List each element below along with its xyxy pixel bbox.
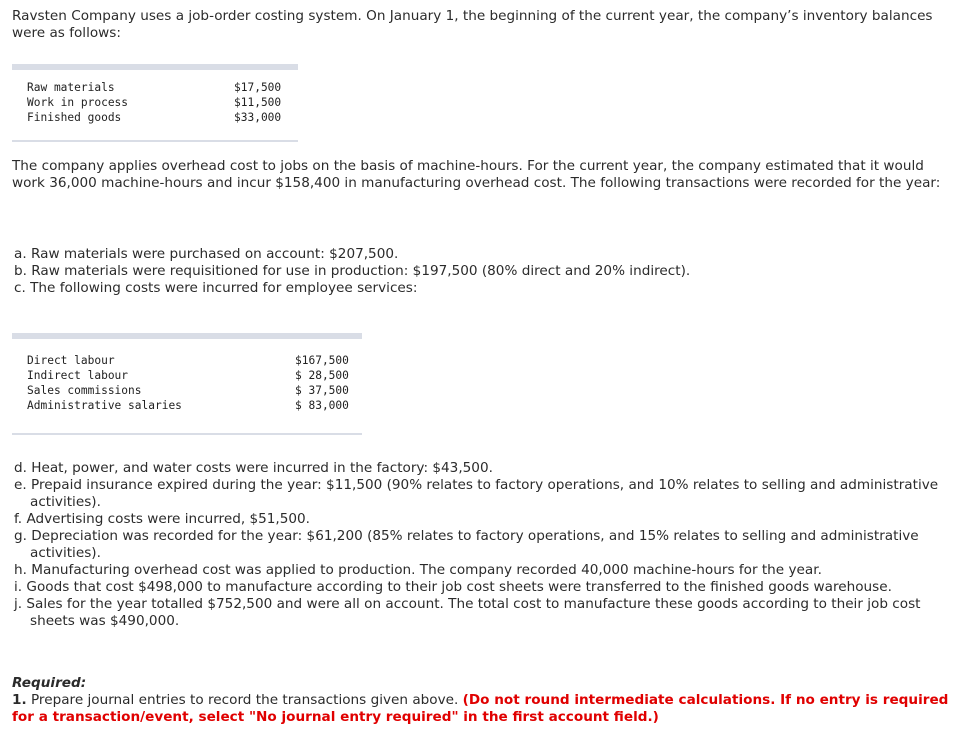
required-section [12,675,950,726]
transactions-list-d-j [14,460,950,630]
intro-paragraph: Ravsten Company uses a job-order costing system. On January 1, the beginning of the current year, the company’s inventory balances were as follows: [12,8,933,41]
list-item: j. Sales for the year totalled $752,500 and were all on account. The total cost to manufacture these goods according to their job cost sheets was $490,000. [14,596,921,629]
row-label: Direct labour [27,354,115,367]
table-row [12,95,298,110]
row-value: $ 28,500 [295,369,349,382]
inventory-balances-table [12,64,298,142]
table-row [12,80,298,95]
list-item: b. Raw materials were requisitioned for use in production: $197,500 (80% direct and 20% indirect). [14,263,691,279]
list-item: e. Prepaid insurance expired during the year: $11,500 (90% relates to factory operations, and 10% relates to selling and administrative activities). [14,477,939,510]
required-item-text: Prepare journal entries to record the transactions given above. [30,692,459,708]
list-item: h. Manufacturing overhead cost was applied to production. The company recorded 40,000 machine-hours for the year. [14,562,822,578]
required-instruction: (Do not round intermediate calculations. If no entry is required for a transaction/event, select "No journal entry required" in the first account field.) [12,692,949,725]
employee-services-table [12,333,362,435]
table-row [12,110,298,125]
row-value: $167,500 [295,354,349,367]
table-row [12,353,362,368]
required-heading: Required: [12,675,87,691]
required-item [12,692,950,726]
list-item: f. Advertising costs were incurred, $51,500. [14,511,311,527]
row-label: Indirect labour [27,369,129,382]
list-item: i. Goods that cost $498,000 to manufacture according to their job cost sheets were transferred to the finished goods warehouse. [14,579,892,595]
list-item: d. Heat, power, and water costs were incurred in the factory: $43,500. [14,460,493,476]
row-label: Work in process [27,96,129,109]
row-value: $33,000 [234,111,282,124]
row-label: Administrative salaries [27,399,182,412]
required-item-number: 1. [12,692,27,708]
row-label: Raw materials [27,81,115,94]
list-item: g. Depreciation was recorded for the year: $61,200 (85% relates to factory operations, and 15% relates to selling and administrative activities). [14,528,919,561]
row-value: $ 37,500 [295,384,349,397]
table-row [12,398,362,413]
table-row [12,368,362,383]
row-value: $11,500 [234,96,282,109]
list-item: c. The following costs were incurred for employee services: [14,280,418,296]
row-value: $17,500 [234,81,282,94]
row-value: $ 83,000 [295,399,349,412]
row-label: Finished goods [27,111,122,124]
list-item: a. Raw materials were purchased on account: $207,500. [14,246,399,262]
overhead-paragraph: The company applies overhead cost to jobs on the basis of machine-hours. For the current year, the company estimated that it would work 36,000 machine-hours and incur $158,400 in manufacturing overhead cost. The following transactions were recorded for the year: [12,158,941,191]
row-label: Sales commissions [27,384,142,397]
table-row [12,383,362,398]
transactions-list-a-c [14,246,950,297]
